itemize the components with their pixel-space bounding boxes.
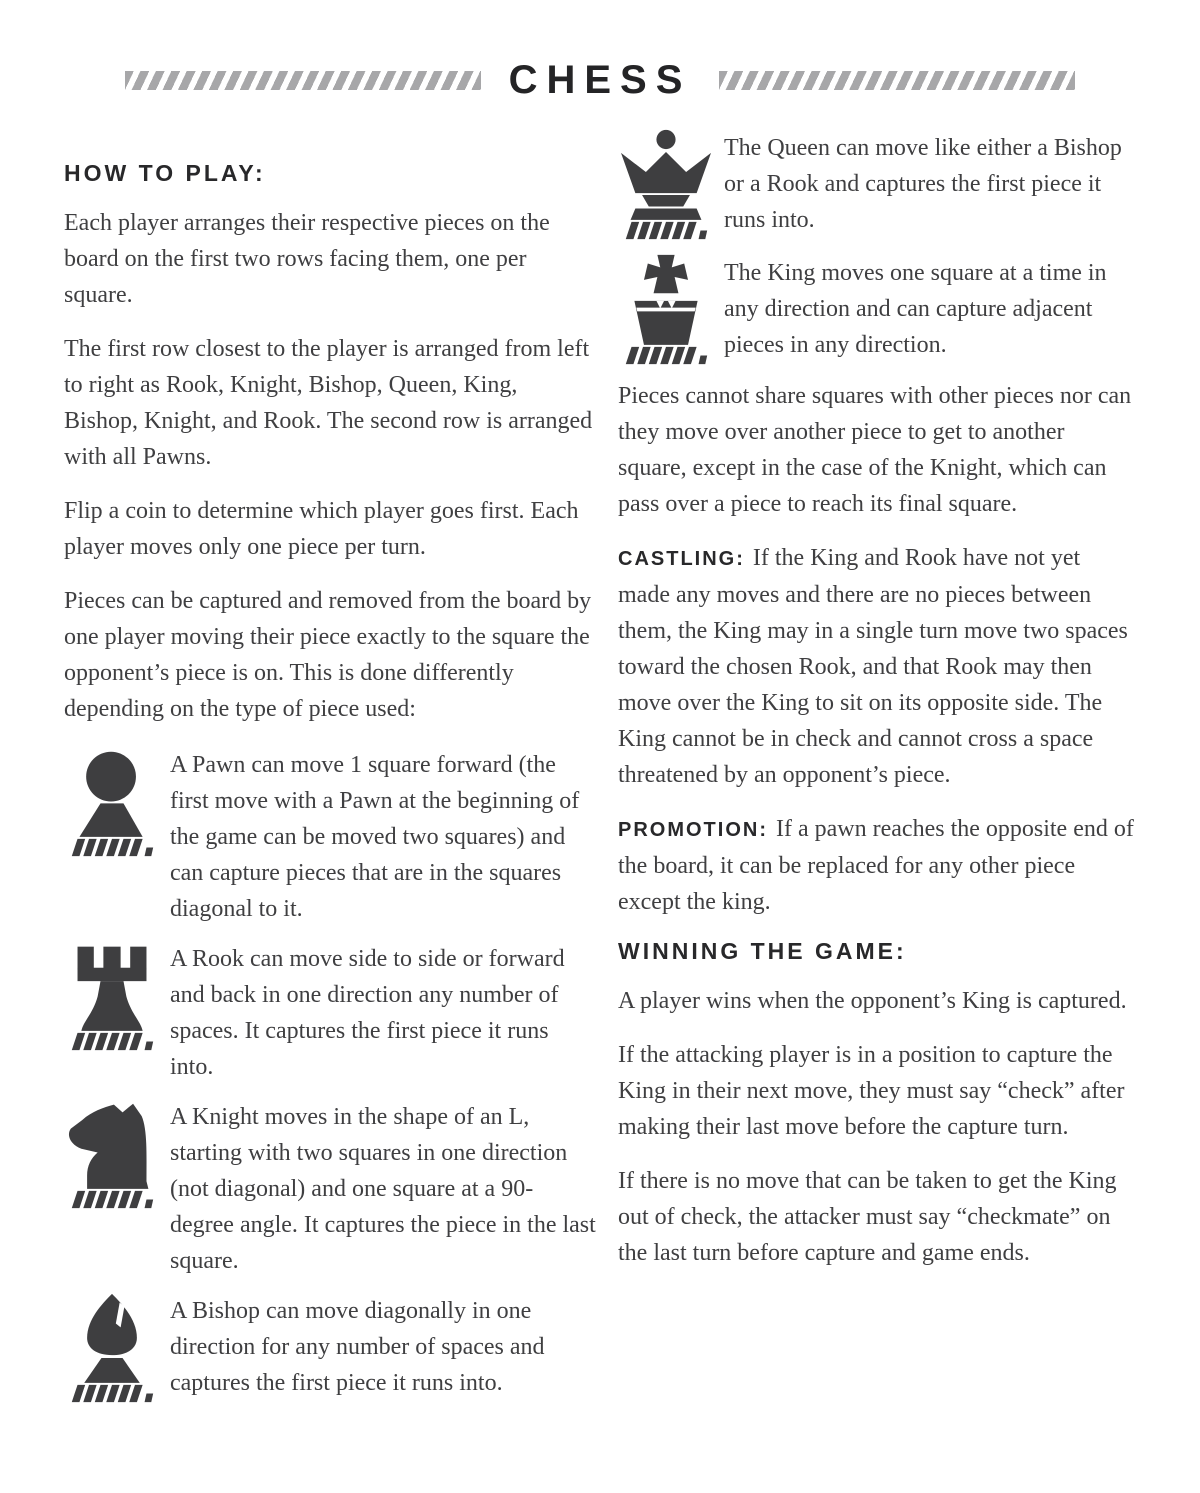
paragraph-capturing: Pieces can be captured and removed from the board by one player moving their piece exactly to the square the opponent’s piece is on. This is done differently depending on the type of piece used:	[64, 587, 592, 722]
queen-rule-item	[618, 128, 1136, 241]
left-column	[64, 128, 597, 1416]
pawn-rule-text: A Pawn can move 1 square forward (the first move with a Pawn at the beginning of the game can be moved two squares) and can capture pieces that are in the squares diagonal to it.	[170, 751, 580, 922]
bishop-rule-text: A Bishop can move diagonally in one direction for any number of spaces and captures the first piece it runs into.	[170, 1297, 545, 1396]
two-column-layout	[0, 128, 1200, 1416]
paragraph-checkmate: If there is no move that can be taken to get the King out of check, the attacker must say “checkmate” on the last turn before capture and game ends.	[618, 1167, 1117, 1266]
king-rule-item	[618, 253, 1136, 366]
right-column	[618, 128, 1136, 1416]
promotion-label: PROMOTION:	[618, 819, 768, 841]
paragraph-coin-flip: Flip a coin to determine which player goes first. Each player moves only one piece per turn.	[64, 497, 579, 560]
how-to-play-heading: HOW TO PLAY:	[64, 160, 266, 186]
king-rule-text: The King moves one square at a time in any direction and can capture adjacent pieces in any direction.	[724, 260, 1107, 358]
paragraph-win-condition: A player wins when the opponent’s King is captured.	[618, 987, 1127, 1014]
paragraph-setup: Each player arranges their respective pieces on the board on the first two rows facing them, one per square.	[64, 209, 550, 308]
pawn-rule-item	[64, 745, 597, 927]
queen-icon	[618, 128, 714, 241]
bishop-icon	[64, 1291, 160, 1404]
pawn-icon	[64, 745, 160, 858]
castling-paragraph	[618, 540, 1136, 793]
rook-rule-item	[64, 939, 597, 1085]
winning-the-game-heading: WINNING THE GAME:	[618, 938, 907, 964]
rook-rule-text: A Rook can move side to side or forward and back in one direction any number of spaces. It captures the first piece it runs into.	[170, 945, 565, 1080]
paragraph-no-sharing: Pieces cannot share squares with other pieces nor can they move over another piece to get to another square, except in the case of the Knight, which can pass over a piece to reach its final square.	[618, 383, 1132, 517]
knight-icon	[64, 1097, 160, 1210]
knight-rule-text: A Knight moves in the shape of an L, starting with two squares in one direction (not diagonal) and one square at a 90-degree angle. It captures the piece in the last square.	[170, 1103, 596, 1274]
knight-rule-item	[64, 1097, 597, 1279]
castling-text: If the King and Rook have not yet made any moves and there are no pieces between them, the King may in a single turn move two spaces toward the chosen Rook, and that Rook may then move over the King to sit on its opposite side. The King cannot be in check and cannot cross a space threatened by an opponent’s piece.	[618, 545, 1128, 788]
rook-icon	[64, 939, 160, 1052]
right-stripe-decoration	[719, 71, 1075, 90]
paragraph-first-row: The first row closest to the player is arranged from left to right as Rook, Knight, Bishop, Queen, King, Bishop, Knight, and Rook. The second row is arranged with all Pawns.	[64, 335, 593, 470]
paragraph-check: If the attacking player is in a position to capture the King in their next move, they must say “check” after making their last move before the capture turn.	[618, 1041, 1125, 1140]
castling-label: CASTLING:	[618, 548, 745, 570]
page-title: CHESS	[508, 58, 692, 102]
bishop-rule-item	[64, 1291, 597, 1404]
queen-rule-text: The Queen can move like either a Bishop or a Rook and captures the first piece it runs into.	[724, 135, 1122, 233]
promotion-text: If a pawn reaches the opposite end of the board, it can be replaced for any other piece except the king.	[618, 816, 1134, 915]
promotion-paragraph	[618, 811, 1136, 920]
king-icon	[618, 253, 714, 366]
left-stripe-decoration	[125, 71, 481, 90]
page-header	[0, 0, 1200, 100]
